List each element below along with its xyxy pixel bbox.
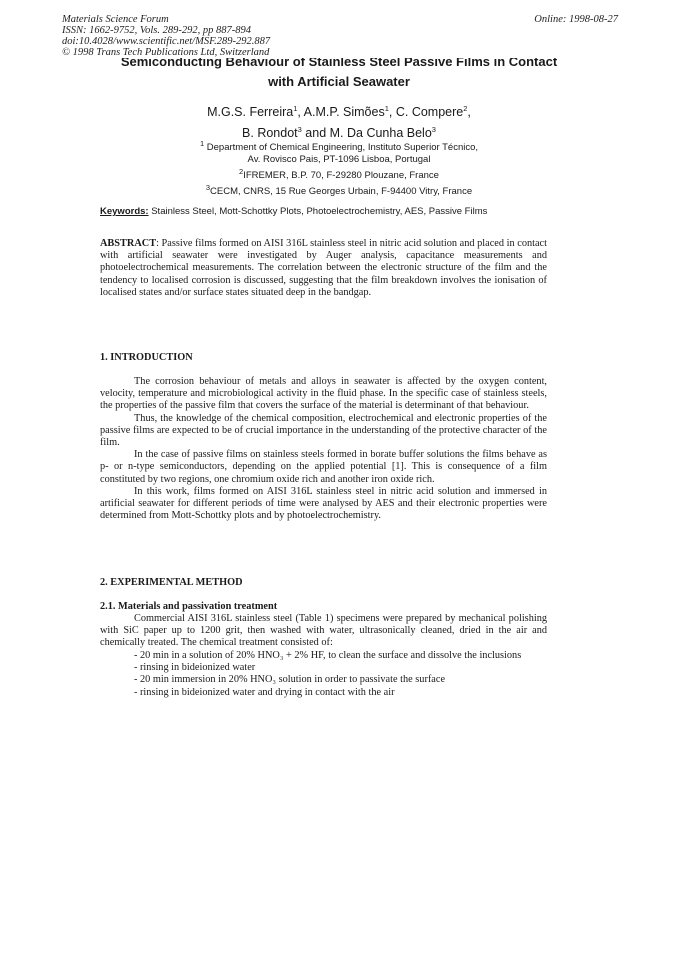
paper-title-line1: Semiconducting Behaviour of Stainless Steel Passive Films in Contact	[120, 58, 558, 69]
journal-header	[62, 14, 322, 58]
author-name: C. Compere	[395, 105, 464, 120]
experimental-body	[100, 613, 547, 650]
paper-title-line2: with Artificial Seawater	[268, 74, 410, 89]
list-item: - 20 min in a solution of 20% HNO₃ + 2% HF, to clean the surface and dissolve the inclusions	[134, 650, 522, 661]
affiliation-1	[0, 138, 678, 166]
section-heading-introduction: 1. INTRODUCTION	[100, 352, 193, 363]
author-name: M. Da Cunha Belo	[329, 126, 432, 141]
section-heading-experimental: 2. EXPERIMENTAL METHOD	[100, 577, 243, 588]
affiliation-text: Av. Rovisco Pais, PT-1096 Lisboa, Portugal	[247, 154, 431, 166]
copyright-line: © 1998 Trans Tech Publications Ltd, Switzerland	[62, 47, 270, 58]
affiliation-number: 3	[205, 183, 211, 192]
abstract	[100, 238, 547, 299]
affiliation-text: IFREMER, B.P. 70, F-29280 Plouzane, France	[243, 170, 439, 182]
list-item: - rinsing in bideionized water	[134, 662, 256, 674]
paragraph: Commercial AISI 316L stainless steel (Table 1) specimens were prepared by mechanical polishing with SiC paper up to 1200 grit, then washed with water, ultrasonically cleaned, dried in the air and chemically treated. The chemical treatment consisted of:	[100, 613, 547, 649]
paragraph: The corrosion behaviour of metals and alloys in seawater is affected by the oxygen content, velocity, temperature and microbiological activity in the fluid phase. In the specific case of stainless steels, the properties of the passive film that covers the surface of the material is determinant of that behaviour.	[100, 376, 547, 412]
author-name: B. Rondot	[242, 126, 298, 141]
affiliation-marker: 3	[297, 125, 302, 135]
affiliation-text: Department of Chemical Engineering, Instituto Superior Técnico,	[206, 142, 479, 154]
list-item: - 20 min immersion in 20% HNO₃ solution in order to passivate the surface	[134, 674, 446, 686]
affiliation-3	[0, 182, 678, 198]
treatment-steps-list	[134, 650, 548, 699]
keywords-line	[100, 206, 580, 218]
paragraph: In this work, films formed on AISI 316L stainless steel in nitric acid solution and immersed in artificial seawater for different periods of time were analysed by AES and their electronic properties were determined from Mott-Schottky plots and by photoelectrochemistry.	[100, 485, 547, 522]
abstract-label: ABSTRACT	[100, 238, 157, 249]
affiliation-2	[0, 166, 678, 182]
affiliation-marker: 2	[463, 104, 468, 113]
affiliation-text: CECM, CNRS, 15 Rue Georges Urbain, F-94400 Vitry, France	[210, 186, 473, 198]
keywords-label: Keywords:	[100, 206, 149, 217]
affiliation-number: 1	[199, 139, 205, 148]
author-name: A.M.P. Simões	[303, 105, 385, 120]
affiliation-marker: 1	[293, 104, 298, 113]
author-name: M.G.S. Ferreira	[207, 105, 294, 120]
affiliation-marker: 1	[384, 104, 389, 113]
introduction-body	[100, 376, 547, 522]
online-date: Online: 1998-08-27	[534, 14, 618, 25]
affiliation-number: 2	[239, 167, 244, 176]
keywords-text: Stainless Steel, Mott-Schottky Plots, Photoelectrochemistry, AES, Passive Films	[148, 206, 488, 217]
paragraph: In the case of passive films on stainless steels formed in borate buffer solutions the films behave as p- or n-type semiconductors, depending on the applied potential [1]. This is consequence of a film constituted by two regions, one chromium oxide rich and another iron oxide rich.	[100, 449, 547, 485]
affiliation-marker: 3	[431, 125, 436, 135]
journal-name: Materials Science Forum	[62, 14, 169, 25]
list-item: - rinsing in bideionized water and drying in contact with the air	[134, 686, 395, 698]
doi-line: doi:10.4028/www.scientific.net/MSF.289-292.887	[62, 36, 271, 47]
issn-line: ISSN: 1662-9752, Vols. 289-292, pp 887-894	[62, 25, 251, 36]
paragraph: Thus, the knowledge of the chemical composition, electrochemical and electronic properties of the passive films are expected to be of crucial importance in the understanding of the protective character of the film.	[100, 412, 547, 449]
abstract-text: : Passive films formed on AISI 316L stainless steel in nitric acid solution and placed in contact with artificial seawater were investigated by Auger analysis, capacitance measurements and photoelectrochemical measurements. The correlation between the electronic structure of the film and the tendency to localised corrosion is discussed, suggesting that the film breakdown involves the ionisation of localised states and/or surface states situated deep in the bandgap.	[100, 238, 547, 298]
author-conjunction: and	[305, 126, 327, 141]
author-list: M.G.S. Ferreira$^1$, A.M.P. Simões$^1$, C. Compere$^2$, B. Rondot$^3$ and M. Da Cunha Belo$^3$	[207, 104, 471, 141]
subsection-heading: 2.1. Materials and passivation treatment	[100, 601, 278, 612]
